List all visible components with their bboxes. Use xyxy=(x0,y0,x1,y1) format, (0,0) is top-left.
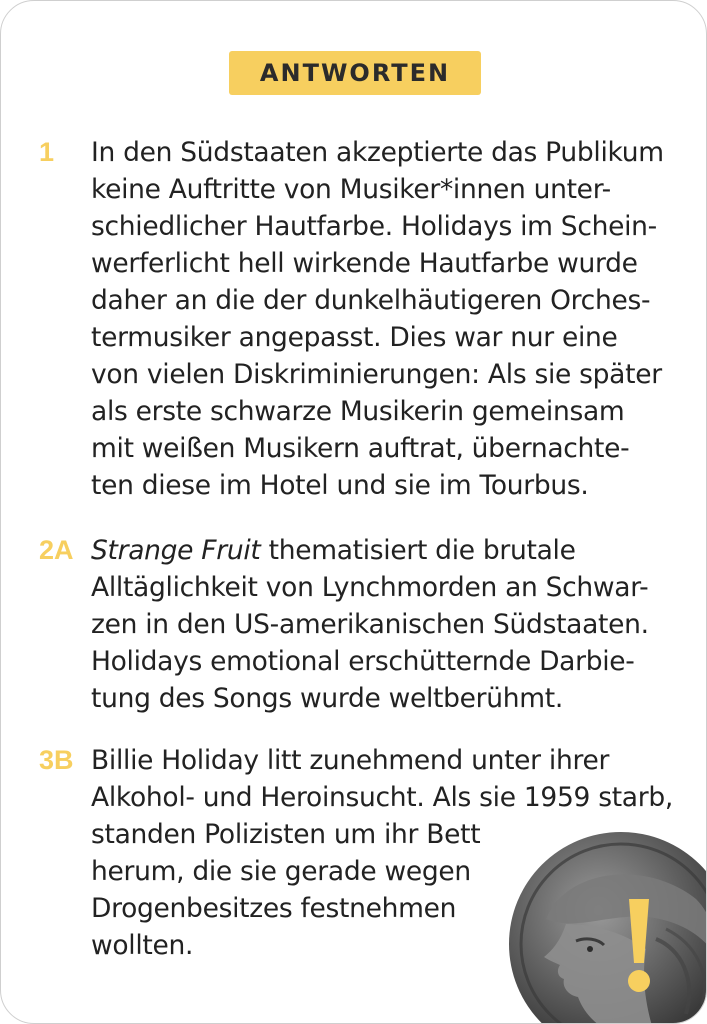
answer-line: Alltäglichkeit von Lynchmorden an Schwar- xyxy=(91,572,649,603)
answers-banner xyxy=(229,51,481,95)
answer-line: Alkohol- und Heroinsucht. Als sie 1959 starb, xyxy=(91,782,673,813)
answer-line: von vielen Diskriminierungen: Als sie später xyxy=(91,359,662,390)
answer-line: als erste schwarze Musikerin gemeinsam xyxy=(91,396,625,427)
song-title: Strange Fruit xyxy=(91,535,261,566)
ancient-coin-helmet-head-icon xyxy=(506,829,707,1024)
answer-line: werferlicht hell wirkende Hautfarbe wurde xyxy=(91,248,638,279)
answer-line: mit weißen Musikern auftrat, übernachte- xyxy=(91,433,630,464)
answer-line: wollten. xyxy=(91,930,194,961)
exclamation-icon xyxy=(625,897,653,995)
answer-line: tung des Songs wurde weltberühmt. xyxy=(91,683,563,714)
answer-number: 1 xyxy=(39,137,55,167)
answer-line: standen Polizisten um ihr Bett xyxy=(91,819,481,850)
answer-line: Drogenbesitzes festnehmen xyxy=(91,893,457,924)
answer-line: zen in den US-amerikanischen Südstaaten. xyxy=(91,609,649,640)
answer-number: 3B xyxy=(39,745,74,775)
answer-line: ten diese im Hotel und sie im Tourbus. xyxy=(91,470,589,501)
answer-line: Holidays emotional erschütternde Darbie- xyxy=(91,646,635,677)
answer-line: In den Südstaaten akzeptierte das Publikum xyxy=(91,137,664,168)
answer-line: schiedlicher Hautfarbe. Holidays im Schein- xyxy=(91,211,657,242)
answer-line: daher an die der dunkelhäutigeren Orches- xyxy=(91,285,651,316)
answer-text xyxy=(91,134,664,504)
answer-text xyxy=(91,532,649,717)
answer-line: herum, die sie gerade wegen xyxy=(91,856,471,887)
answer-number: 2A xyxy=(39,535,74,565)
answer-line: keine Auftritte von Musiker*innen unter- xyxy=(91,174,611,205)
answer-line xyxy=(91,532,649,569)
answer-line-rest: thematisiert die brutale xyxy=(260,535,576,566)
banner-title: ANTWORTEN xyxy=(259,59,451,87)
answer-line: termusiker angepasst. Dies war nur eine xyxy=(91,322,618,353)
answer-line: Billie Holiday litt zunehmend unter ihrer xyxy=(91,745,610,776)
